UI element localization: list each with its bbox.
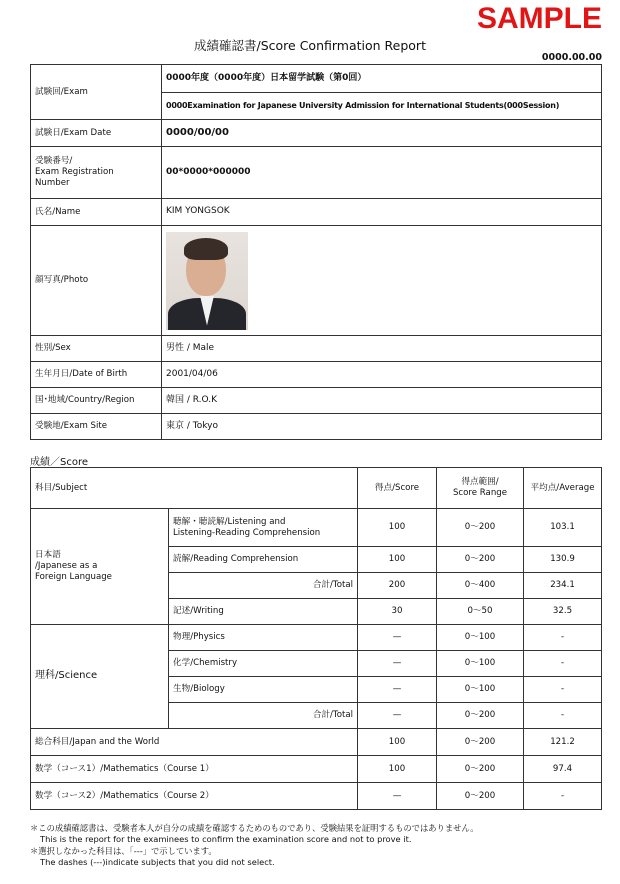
header-subject: 科目/Subject — [31, 468, 358, 509]
footnotes — [30, 823, 479, 868]
subject-japan-world: 総合科目/Japan and the World — [31, 729, 358, 756]
exam-name-en: 0000Examination for Japanese University Admission for International Students(000Session) — [162, 93, 602, 120]
page-title: 成績確認書/Score Confirmation Report — [194, 38, 426, 53]
subject-listening — [169, 509, 358, 547]
japanese-label-line1: 日本語 — [35, 550, 61, 561]
japanese-label — [31, 509, 169, 625]
subject-japanese-total: 合計/Total — [169, 573, 358, 599]
registration-number: 00*0000*000000 — [162, 147, 602, 199]
score-average: 130.9 — [524, 547, 602, 573]
table-row — [31, 756, 602, 783]
score-heading: 成績／Score — [30, 457, 89, 468]
science-label: 理科/Science — [31, 625, 169, 729]
exam-date-value: 0000/00/00 — [162, 120, 602, 147]
sample-watermark: SAMPLE — [476, 2, 602, 35]
score-average: 234.1 — [524, 573, 602, 599]
exam-info-table — [30, 64, 602, 440]
score-value: 30 — [358, 599, 437, 625]
score-range: 0～200 — [437, 703, 524, 729]
score-range: 0～200 — [437, 729, 524, 756]
table-row — [31, 509, 602, 547]
japanese-label-line3: Foreign Language — [35, 571, 112, 582]
score-range: 0～200 — [437, 547, 524, 573]
note-2-en: The dashes (---)indicate subjects that you did not select. — [40, 856, 275, 867]
table-row — [31, 729, 602, 756]
header-average: 平均点/Average — [524, 468, 602, 509]
name-label: 氏名/Name — [31, 199, 162, 226]
table-row — [31, 783, 602, 810]
exam-label: 試験回/Exam — [31, 65, 162, 120]
score-value: 100 — [358, 729, 437, 756]
registration-label-line3: Number — [35, 177, 70, 188]
score-value: — — [358, 783, 437, 810]
subject-listening-line1: 聴解・聴読解/Listening and — [173, 516, 286, 527]
registration-label-line2: Exam Registration — [35, 167, 114, 178]
header-range-line1: 得点範囲/ — [461, 477, 499, 488]
dob-label: 生年月日/Date of Birth — [31, 362, 162, 388]
note-2: ＊選択しなかった科目は、「---」で示しています。 — [30, 845, 217, 856]
score-value: 200 — [358, 573, 437, 599]
score-average: - — [524, 783, 602, 810]
subject-writing: 記述/Writing — [169, 599, 358, 625]
score-range: 0～200 — [437, 756, 524, 783]
header-score: 得点/Score — [358, 468, 437, 509]
registration-label-line1: 受験番号/ — [35, 156, 73, 167]
score-range: 0～200 — [437, 509, 524, 547]
score-average: - — [524, 651, 602, 677]
score-average: 32.5 — [524, 599, 602, 625]
sex-label: 性別/Sex — [31, 336, 162, 362]
score-range: 0～100 — [437, 677, 524, 703]
score-range: 0～100 — [437, 651, 524, 677]
score-value: — — [358, 625, 437, 651]
country-value: 韓国 / R.O.K — [162, 388, 602, 414]
photo-label: 顔写真/Photo — [31, 226, 162, 336]
score-value: 100 — [358, 509, 437, 547]
subject-listening-line2: Listening-Reading Comprehension — [173, 527, 321, 538]
exam-date-label: 試験日/Exam Date — [31, 120, 162, 147]
score-average: - — [524, 677, 602, 703]
subject-math-course2: 数学（コース2）/Mathematics（Course 2） — [31, 783, 358, 810]
score-table — [30, 467, 602, 810]
score-average: 121.2 — [524, 729, 602, 756]
subject-science-total: 合計/Total — [169, 703, 358, 729]
site-value: 東京 / Tokyo — [162, 414, 602, 440]
score-value: 100 — [358, 756, 437, 783]
score-range: 0～50 — [437, 599, 524, 625]
score-range: 0～100 — [437, 625, 524, 651]
score-average: 103.1 — [524, 509, 602, 547]
note-1-en: This is the report for the examinees to confirm the examination score and not to prove it. — [40, 834, 412, 845]
table-row — [31, 625, 602, 651]
header-range — [437, 468, 524, 509]
japanese-label-line2: /Japanese as a — [35, 561, 98, 572]
subject-math-course1: 数学（コース1）/Mathematics（Course 1） — [31, 756, 358, 783]
score-range: 0～200 — [437, 783, 524, 810]
subject-chemistry: 化学/Chemistry — [169, 651, 358, 677]
score-average: - — [524, 703, 602, 729]
score-value: — — [358, 677, 437, 703]
header-range-line2: Score Range — [452, 488, 508, 498]
score-value: — — [358, 703, 437, 729]
photo-cell — [162, 226, 602, 336]
subject-reading: 読解/Reading Comprehension — [169, 547, 358, 573]
score-range: 0～400 — [437, 573, 524, 599]
score-value: 100 — [358, 547, 437, 573]
registration-label — [31, 147, 162, 199]
exam-name-ja: 0000年度（0000年度）日本留学試験（第0回） — [162, 65, 602, 93]
score-average: - — [524, 625, 602, 651]
note-1: ＊この成績確認書は、受験者本人が自分の成績を確認するためのものであり、受験結果を証明するものではありません。 — [30, 823, 479, 833]
photo-hair — [184, 238, 228, 260]
country-label: 国･地域/Country/Region — [31, 388, 162, 414]
subject-biology: 生物/Biology — [169, 677, 358, 703]
score-average: 97.4 — [524, 756, 602, 783]
name-value: KIM YONGSOK — [162, 199, 602, 226]
sex-value: 男性 / Male — [162, 336, 602, 362]
issue-date: 0000.00.00 — [541, 52, 602, 63]
site-label: 受験地/Exam Site — [31, 414, 162, 440]
dob-value: 2001/04/06 — [162, 362, 602, 388]
subject-physics: 物理/Physics — [169, 625, 358, 651]
examinee-photo — [166, 232, 248, 330]
score-value: — — [358, 651, 437, 677]
